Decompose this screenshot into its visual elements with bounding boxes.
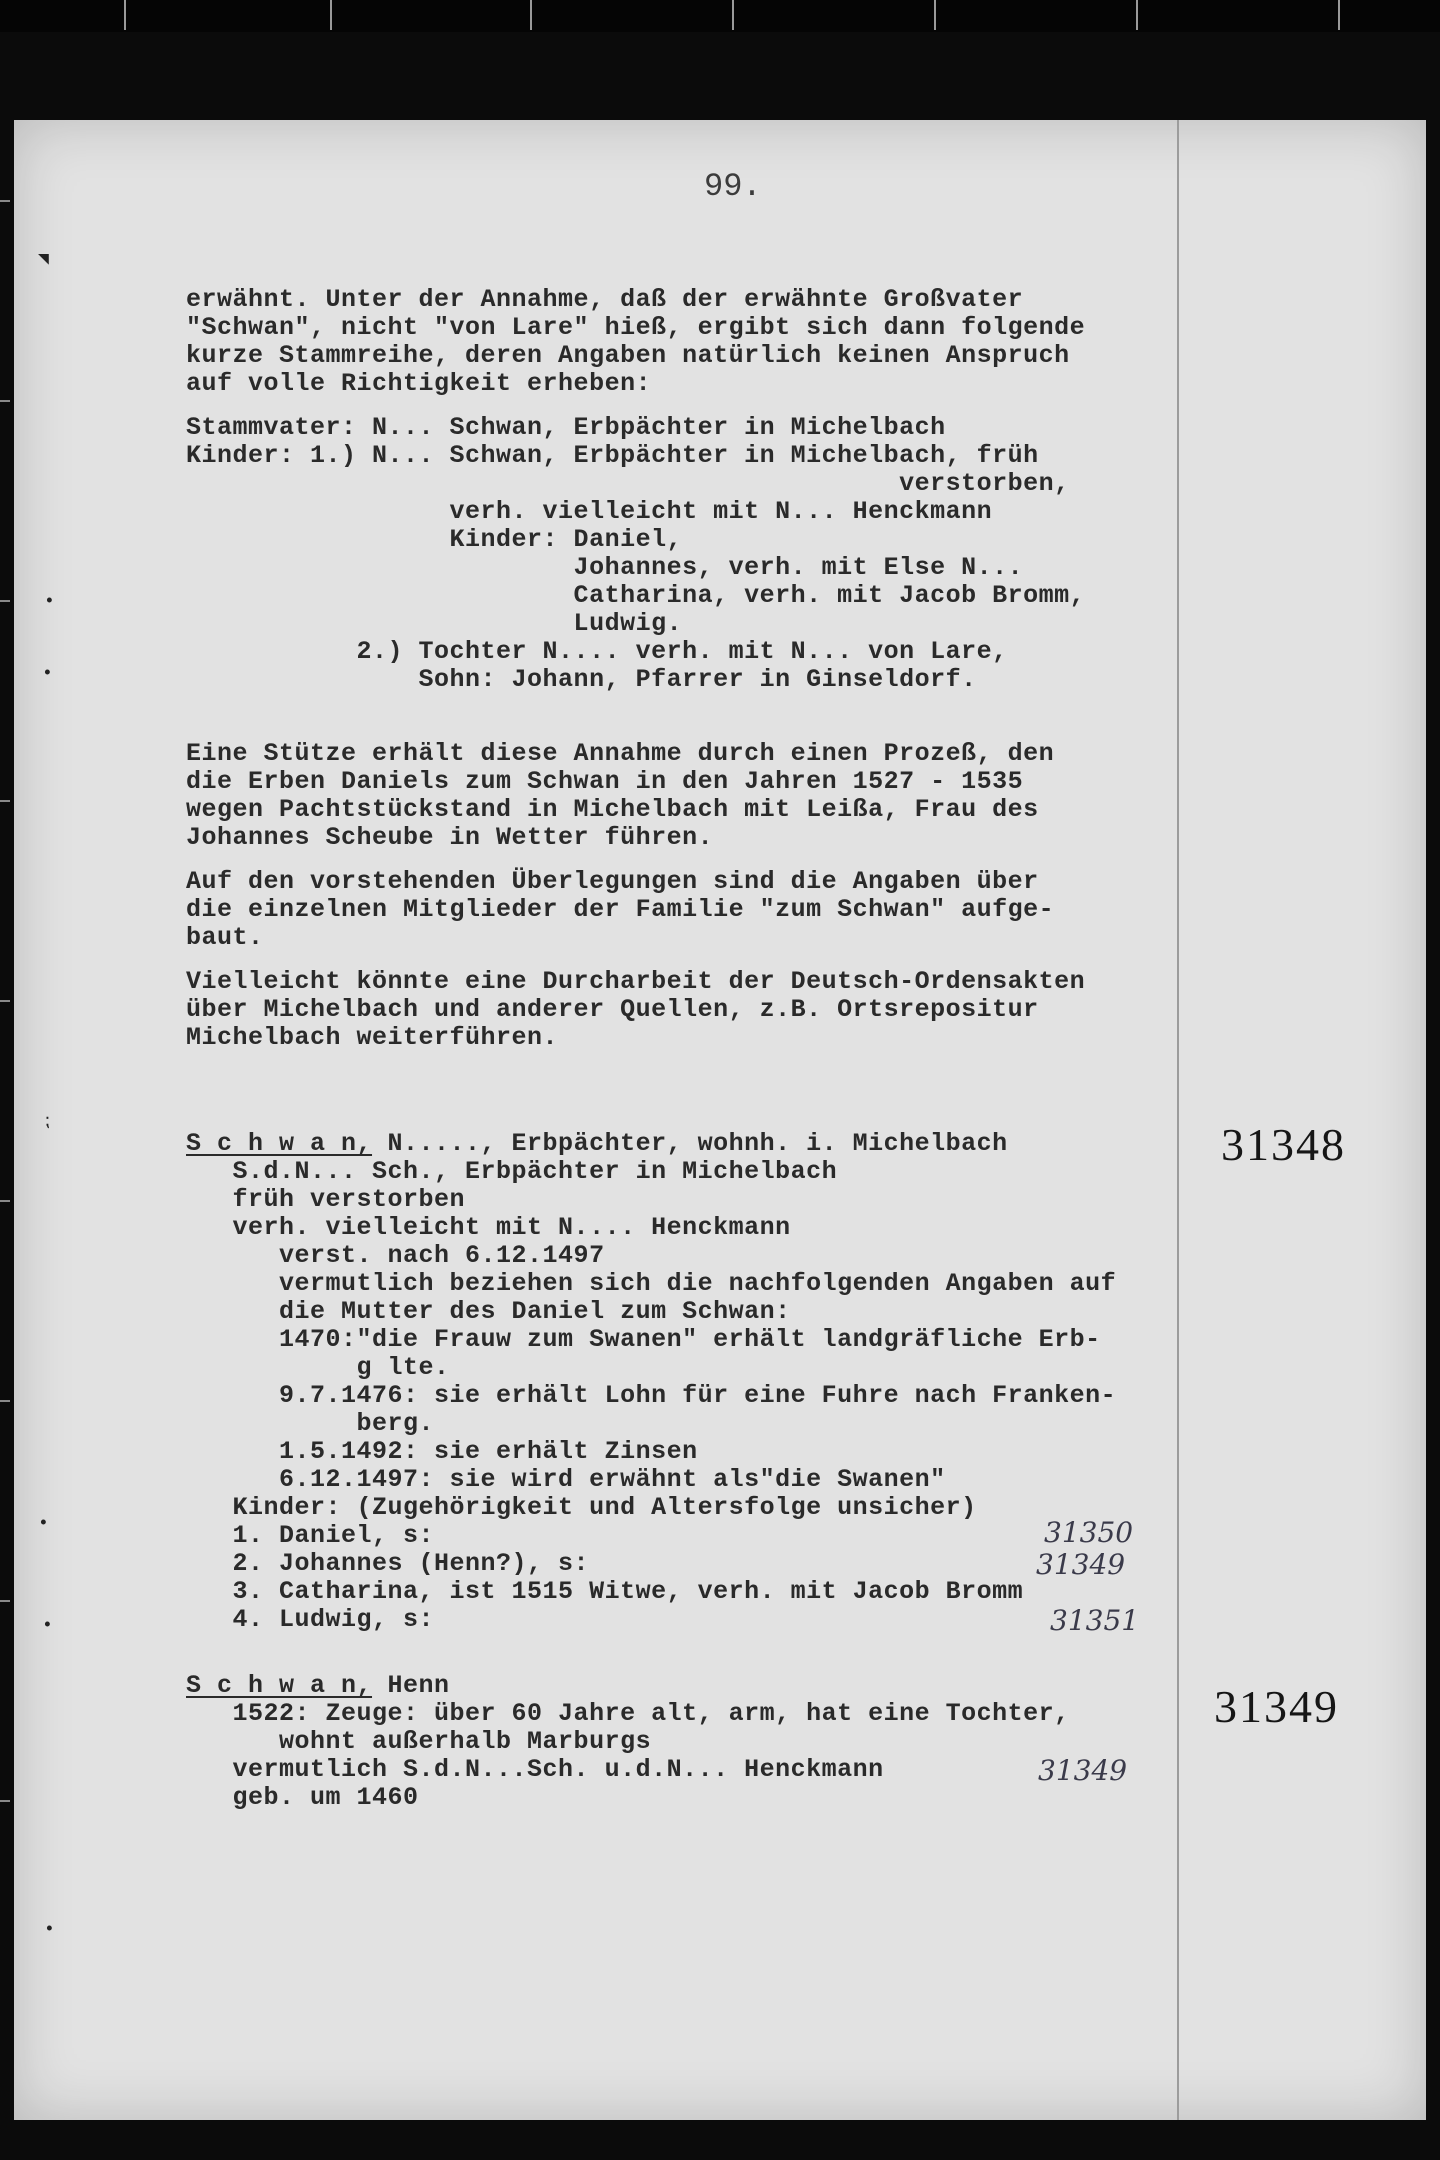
stammreihe-line: Sohn: Johann, Pfarrer in Ginseldorf. — [186, 665, 977, 694]
entry-line: 1.5.1492: sie erhält Zinsen — [186, 1437, 698, 1466]
entry-line: 1470:"die Frauw zum Swanen" erhält landgräfliche Erb- — [186, 1325, 1101, 1354]
film-tick — [934, 0, 936, 30]
paragraph-line: Michelbach weiterführen. — [186, 1023, 559, 1052]
handwritten-ref: 31349 — [1038, 1754, 1128, 1787]
stammreihe-line: verh. vielleicht mit N... Henckmann — [186, 497, 993, 526]
entry-header — [186, 1130, 1008, 1158]
paragraph-line: Auf den vorstehenden Überlegungen sind die Angaben über — [186, 867, 1039, 896]
intro-line: erwähnt. Unter der Annahme, daß der erwähnte Großvater — [186, 285, 1024, 314]
film-edge-tick — [0, 1400, 10, 1402]
stammreihe-line: Johannes, verh. mit Else N... — [186, 553, 1024, 582]
paragraph-line: baut. — [186, 923, 264, 952]
entry-header-rest: N....., Erbpächter, wohnh. i. Michelbach — [372, 1129, 1008, 1158]
entry-line: vermutlich S.d.N...Sch. u.d.N... Henckmann — [186, 1755, 884, 1784]
film-tick — [1136, 0, 1138, 30]
film-edge-tick — [0, 200, 10, 202]
stammreihe-line: verstorben, — [186, 469, 1070, 498]
entry-line: 4. Ludwig, s: — [186, 1605, 435, 1634]
entry-line: Kinder: (Zugehörigkeit und Altersfolge unsicher) — [186, 1493, 977, 1522]
punch-mark: • — [44, 592, 55, 612]
entry-line: g lte. — [186, 1353, 450, 1382]
intro-line: "Schwan", nicht "von Lare" hieß, ergibt sich dann folgende — [186, 313, 1086, 342]
entry-line: 3. Catharina, ist 1515 Witwe, verh. mit Jacob Bromm — [186, 1577, 1024, 1606]
film-edge-tick — [0, 1800, 10, 1802]
punch-mark: • — [42, 664, 53, 684]
entry-header-rest: Henn — [372, 1671, 450, 1700]
film-edge-tick — [0, 600, 10, 602]
reference-number: 31349 — [1214, 1681, 1339, 1732]
handwritten-ref: 31349 — [1036, 1548, 1126, 1581]
film-edge-tick — [0, 1000, 10, 1002]
film-edge-tick — [0, 800, 10, 802]
film-edge-tick — [0, 1200, 10, 1202]
film-edge-tick — [0, 1600, 10, 1602]
film-tick — [330, 0, 332, 30]
entry-surname: S c h w a n, — [186, 1129, 373, 1158]
margin-rule — [1177, 120, 1179, 2120]
punch-mark: • — [38, 1514, 49, 1534]
paragraph-line: wegen Pachtstückstand in Michelbach mit Leißa, Frau des — [186, 795, 1039, 824]
punch-mark: • — [42, 1616, 53, 1636]
intro-line: kurze Stammreihe, deren Angaben natürlich keinen Anspruch — [186, 341, 1070, 370]
stammreihe-line: Kinder: Daniel, — [186, 525, 683, 554]
paragraph-line: Vielleicht könnte eine Durcharbeit der Deutsch-Ordensakten — [186, 967, 1086, 996]
entry-line: 2. Johannes (Henn?), s: — [186, 1549, 590, 1578]
film-edge-tick — [0, 400, 10, 402]
punch-mark: ◥ — [38, 250, 49, 270]
entry-line: S.d.N... Sch., Erbpächter in Michelbach — [186, 1157, 838, 1186]
film-tick — [530, 0, 532, 30]
entry-line: 1522: Zeuge: über 60 Jahre alt, arm, hat eine Tochter, — [186, 1699, 1070, 1728]
entry-line: früh verstorben — [186, 1185, 466, 1214]
reference-number: 31348 — [1221, 1119, 1346, 1170]
film-tick — [732, 0, 734, 30]
film-tick — [124, 0, 126, 30]
stammreihe-line: Stammvater: N... Schwan, Erbpächter in Michelbach — [186, 413, 946, 442]
entry-surname: S c h w a n, — [186, 1671, 373, 1700]
stammreihe-line: 2.) Tochter N.... verh. mit N... von Lare, — [186, 637, 1008, 666]
paragraph-line: die Erben Daniels zum Schwan in den Jahren 1527 - 1535 — [186, 767, 1024, 796]
entry-line: 1. Daniel, s: — [186, 1521, 435, 1550]
entry-line: verh. vielleicht mit N.... Henckmann — [186, 1213, 791, 1242]
page-number: 99. — [704, 168, 762, 205]
film-tick — [1338, 0, 1340, 30]
entry-line: 9.7.1476: sie erhält Lohn für eine Fuhre nach Franken- — [186, 1381, 1117, 1410]
punch-mark: • — [44, 1920, 55, 1940]
entry-line: die Mutter des Daniel zum Schwan: — [186, 1297, 791, 1326]
handwritten-ref: 31350 — [1044, 1516, 1134, 1549]
document-page — [14, 120, 1426, 2120]
intro-line: auf volle Richtigkeit erheben: — [186, 369, 652, 398]
paragraph-line: Johannes Scheube in Wetter führen. — [186, 823, 714, 852]
paragraph-line: die einzelnen Mitglieder der Familie "zum Schwan" aufge- — [186, 895, 1055, 924]
paragraph-line: über Michelbach und anderer Quellen, z.B. Ortsrepositur — [186, 995, 1039, 1024]
stammreihe-line: Ludwig. — [186, 609, 683, 638]
entry-line: wohnt außerhalb Marburgs — [186, 1727, 652, 1756]
entry-line: vermutlich beziehen sich die nachfolgenden Angaben auf — [186, 1269, 1117, 1298]
entry-header — [186, 1672, 450, 1700]
film-strip-top — [0, 0, 1440, 32]
handwritten-ref: 31351 — [1050, 1604, 1140, 1637]
entry-line: verst. nach 6.12.1497 — [186, 1241, 605, 1270]
paragraph-line: Eine Stütze erhält diese Annahme durch einen Prozeß, den — [186, 739, 1055, 768]
entry-line: geb. um 1460 — [186, 1783, 419, 1812]
entry-line: berg. — [186, 1409, 435, 1438]
punch-mark: ⁏ — [44, 1112, 51, 1132]
entry-line: 6.12.1497: sie wird erwähnt als"die Swanen" — [186, 1465, 946, 1494]
stammreihe-line: Kinder: 1.) N... Schwan, Erbpächter in Michelbach, früh — [186, 441, 1039, 470]
stammreihe-line: Catharina, verh. mit Jacob Bromm, — [186, 581, 1086, 610]
